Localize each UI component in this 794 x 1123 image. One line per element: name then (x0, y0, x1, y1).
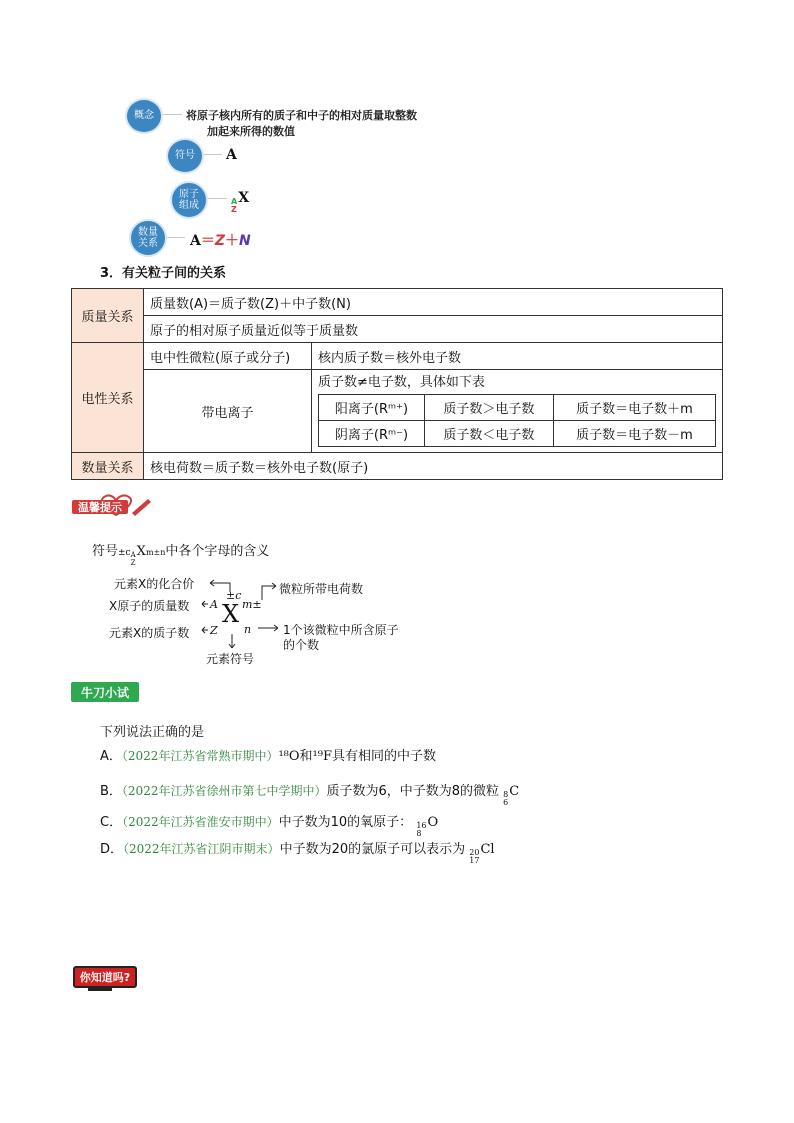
anion-label: 阴离子(Rᵐ⁻) (319, 421, 425, 447)
sym-m: m± (242, 598, 262, 611)
mass-row1: 质量数(A)＝质子数(Z)＋中子数(N) (144, 289, 723, 316)
label-atoms-1: 1个该微粒中所含原子 (283, 623, 399, 637)
sym-A: A (210, 598, 218, 611)
symbol-A: A (226, 147, 237, 163)
know-tag: 你知道吗? (73, 966, 137, 988)
relation-formula: A＝Z＋N (190, 233, 251, 249)
mass-category: 质量关系 (72, 289, 144, 343)
label-charge: 微粒所带电荷数 (279, 582, 364, 596)
heart-icon (72, 493, 154, 519)
neutral-label: 电中性微粒(原子或分子) (144, 343, 312, 370)
section-heading: 3．有关粒子间的关系 (100, 266, 227, 281)
option-d[interactable]: D．（2022年江苏省江阴市期末）中子数为20的氯原子可以表示为 20 17 Cl (100, 842, 495, 865)
composition-node: 原子 组成 (170, 181, 208, 219)
charged-label: 带电离子 (144, 370, 312, 453)
definition-line2: 加起来所得的数值 (207, 125, 295, 138)
composition-symbol: A Z X (231, 190, 250, 214)
anion-equation: 质子数＝电子数－m (553, 421, 715, 447)
relations-table (71, 288, 723, 480)
symbol-node: 符号 (166, 138, 204, 174)
hint-badge (72, 493, 154, 519)
label-atoms-2: 的个数 (283, 638, 320, 652)
cation-compare: 质子数＞电子数 (424, 395, 553, 421)
mass-row2: 原子的相对原子质量近似等于质量数 (144, 316, 723, 343)
count-category: 数量关系 (72, 453, 144, 480)
ion-subtable (318, 394, 716, 447)
neutral-value: 核内质子数＝核外电子数 (312, 343, 723, 370)
know-tag-stand (88, 988, 112, 991)
label-valence: 元素X的化合价 (114, 577, 195, 591)
label-mass: X原子的质量数 (109, 599, 190, 613)
cation-label: 阳离子(Rᵐ⁺) (319, 395, 425, 421)
charge-category: 电性关系 (72, 343, 144, 453)
charged-detail (312, 370, 723, 453)
symbol-arrows (190, 578, 290, 658)
option-c[interactable]: C．（2022年江苏省淮安市期中）中子数为10的氧原子： 16 8 O (100, 815, 439, 838)
sym-n: n (244, 623, 252, 636)
option-b[interactable]: B．（2022年江苏省徐州市第七中学期中）质子数为6，中子数为8的微粒 8 6 C (100, 784, 520, 807)
quantity-node: 数量 关系 (129, 219, 167, 257)
quiz-question: 下列说法正确的是 (100, 725, 205, 740)
definition-line1: 将原子核内所有的质子和中子的相对质量取整数 (186, 109, 417, 122)
charged-intro: 质子数≠电子数，具体如下表 (318, 375, 485, 390)
cation-equation: 质子数＝电子数＋m (553, 395, 715, 421)
concept-node: 概念 (125, 98, 163, 134)
quiz-tag: 牛刀小试 (71, 682, 139, 702)
option-a[interactable]: A．（2022年江苏省常熟市期中）¹⁸O和¹⁹F具有相同的中子数 (100, 749, 436, 764)
sym-Z: Z (210, 624, 218, 637)
hint-intro: 符号±c A Z Xm±n中各个字母的含义 (92, 544, 270, 567)
sym-c: ±c (226, 589, 242, 602)
label-proton: 元素X的质子数 (109, 626, 190, 640)
hint-badge-text: 温馨提示 (78, 501, 122, 514)
sym-X: X (222, 600, 240, 628)
label-element: 元素符号 (206, 652, 255, 666)
count-value: 核电荷数＝质子数＝核外电子数(原子) (144, 453, 723, 480)
anion-compare: 质子数＜电子数 (424, 421, 553, 447)
